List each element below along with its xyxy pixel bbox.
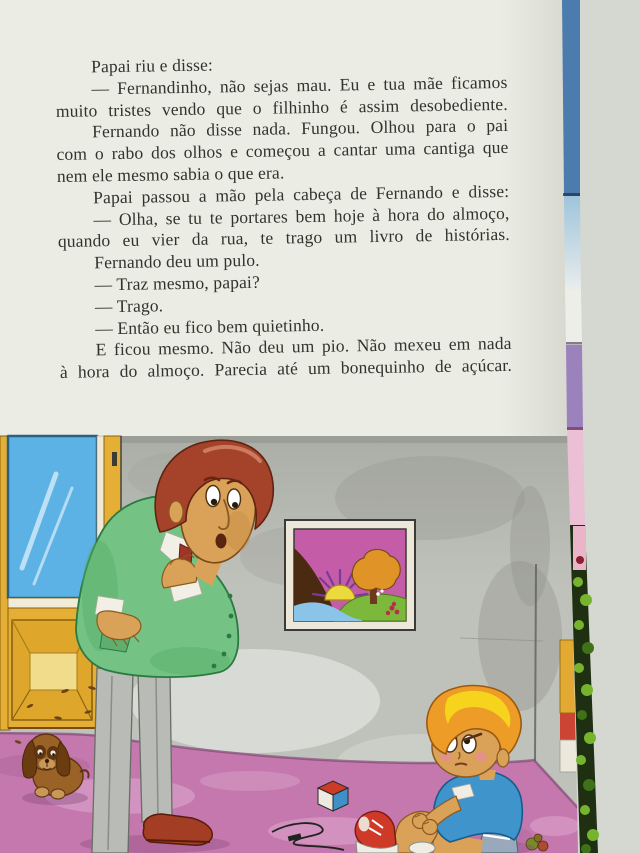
toy-cube (318, 781, 348, 811)
edge-fade (564, 196, 581, 290)
boy-other-sole (409, 842, 435, 853)
door-hinge (112, 452, 117, 466)
father-ear (169, 501, 183, 523)
story-line: Papai passou a mão pela cabeça de Fernando e disse: (93, 180, 510, 208)
story-line: — Traz mesmo, papai? (94, 271, 261, 295)
story-line: à hora do almoço. Parecia até um bonequinho de açúcar. (59, 355, 513, 383)
story-line: nem ele mesmo sabia o que era. (56, 162, 285, 186)
story-line: — Trago. (94, 295, 164, 317)
story-line: muito tristes vendo que o filhinho é assim desobediente. (55, 93, 508, 121)
story-line: Papai riu e disse: (90, 54, 214, 77)
wall-corner (535, 564, 536, 761)
edge-purple (566, 345, 583, 430)
story-line: Fernando não disse nada. Fungou. Olhou para o pai (92, 115, 509, 142)
story-line: quando eu vier da rua, te trago um livro de histórias. (57, 224, 510, 252)
story-line: com o rabo dos olhos e começou a cantar uma cantiga que (56, 137, 509, 165)
story-line: — Olha, se tu te portares bem hoje à hora do almoço, (93, 202, 510, 229)
edge-pink (567, 430, 585, 525)
edge-blue (562, 0, 580, 196)
illustration (0, 436, 580, 853)
story-line: — Fernandinho, não sejas mau. Eu e tua mãe ficamos (91, 71, 508, 99)
story-line: Fernando deu um pulo. (94, 249, 260, 273)
picture-scene (294, 529, 406, 621)
edge-white (565, 290, 582, 345)
story-line: E ficou mesmo. Não deu um pio. Não mexeu em nada (95, 333, 512, 360)
boy-ear (497, 749, 509, 767)
story-text (55, 50, 512, 384)
picture-frame (285, 520, 415, 630)
father-mouth (216, 534, 227, 549)
story-line: — Então eu fico bem quietinho. (95, 314, 325, 338)
